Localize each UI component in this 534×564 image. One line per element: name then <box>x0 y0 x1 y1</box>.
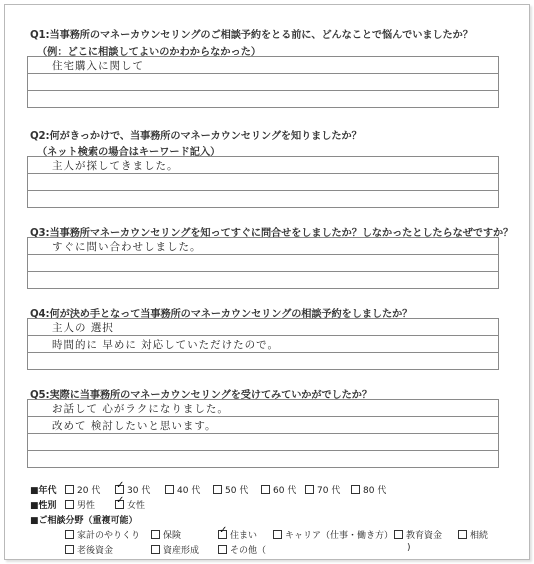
q1-answer-box <box>27 56 499 108</box>
q2-answer-1: 主人が探してきました。 <box>52 160 179 172</box>
answer-line <box>27 272 499 289</box>
answer-line <box>27 451 499 468</box>
q2-answer-box <box>27 156 499 208</box>
q3-answer-1: すぐに問い合わせしました。 <box>52 241 202 253</box>
age-option-50[interactable]: 50 代 <box>213 483 248 496</box>
checkbox[interactable] <box>218 545 227 554</box>
answer-line <box>27 74 499 91</box>
answer-line <box>27 238 499 255</box>
answer-line <box>27 91 499 108</box>
answer-line <box>27 417 499 434</box>
field-option-inheritance[interactable]: 相続 <box>458 528 488 541</box>
checkbox[interactable] <box>65 530 74 539</box>
checkbox-checked[interactable] <box>218 530 227 539</box>
answer-line <box>27 336 499 353</box>
checkbox[interactable] <box>351 485 360 494</box>
checkbox[interactable] <box>65 500 74 509</box>
q5-answer-1: お話して 心がラクになりました。 <box>52 403 229 415</box>
answer-line <box>27 174 499 191</box>
checkbox[interactable] <box>394 530 403 539</box>
q2-title: Q2:何がきっかけで、当事務所のマネーカウンセリングを知りましたか？ <box>30 131 362 142</box>
q1-answer-1: 住宅購入に関して <box>52 60 144 72</box>
q4-answer-box <box>27 318 499 370</box>
gender-option-male[interactable]: 男性 <box>65 498 95 511</box>
field-option-assets[interactable]: 資産形成 <box>151 543 199 556</box>
checkbox-checked[interactable] <box>115 500 124 509</box>
answer-line <box>27 255 499 272</box>
q4-answer-1: 主人の 選択 <box>52 322 114 334</box>
age-label: ■年代 <box>30 486 57 496</box>
q5-answer-box <box>27 399 499 468</box>
survey-sheet <box>4 4 530 560</box>
field-option-other[interactable]: その他（ <box>218 543 266 556</box>
q4-title: Q4:何が決め手となって当事務所のマネーカウンセリングの相談予約をしましたか？ <box>30 309 413 320</box>
checkbox-checked[interactable] <box>115 485 124 494</box>
field-option-education[interactable]: 教育資金 <box>394 528 442 541</box>
field-option-retirement[interactable]: 老後資金 <box>65 543 113 556</box>
age-option-40[interactable]: 40 代 <box>165 483 200 496</box>
checkbox[interactable] <box>151 530 160 539</box>
checkbox[interactable] <box>273 530 282 539</box>
field-option-career[interactable]: キャリア（仕事・働き方） <box>273 528 393 541</box>
answer-line <box>27 157 499 174</box>
q5-title: Q5:実際に当事務所のマネーカウンセリングを受けてみていかがでしたか？ <box>30 390 372 401</box>
answer-line <box>27 353 499 370</box>
age-option-80[interactable]: 80 代 <box>351 483 386 496</box>
q4-answer-2: 時間的に 早めに 対応していただけたので。 <box>52 339 279 351</box>
field-label: ■ご相談分野（重複可能） <box>30 516 138 526</box>
q3-answer-box <box>27 237 499 289</box>
q5-answer-2: 改めて 検討したいと思います。 <box>52 420 217 432</box>
answer-line <box>27 434 499 451</box>
age-option-30[interactable]: ✓ 30 代 <box>115 483 150 496</box>
checkbox[interactable] <box>151 545 160 554</box>
q2-subtitle: （ネット検索の場合はキーワード記入） <box>37 147 221 158</box>
checkbox[interactable] <box>458 530 467 539</box>
gender-label: ■性別 <box>30 501 57 511</box>
age-option-70[interactable]: 70 代 <box>305 483 340 496</box>
field-other-close: ) <box>407 543 411 553</box>
answer-line <box>27 191 499 208</box>
checkbox[interactable] <box>261 485 270 494</box>
answer-line <box>27 400 499 417</box>
field-option-household[interactable]: 家計のやりくり <box>65 528 140 541</box>
answer-line <box>27 319 499 336</box>
checkbox[interactable] <box>65 485 74 494</box>
checkbox[interactable] <box>305 485 314 494</box>
answer-line <box>27 57 499 74</box>
q1-subtitle: （例：どこに相談してよいのかわからなかった） <box>37 47 262 58</box>
field-option-insurance[interactable]: 保険 <box>151 528 181 541</box>
gender-option-female[interactable]: ✓ 女性 <box>115 498 145 511</box>
checkbox[interactable] <box>165 485 174 494</box>
age-option-20[interactable]: 20 代 <box>65 483 100 496</box>
field-option-housing[interactable]: ✓ 住まい <box>218 528 257 541</box>
q1-title: Q1:当事務所のマネーカウンセリングのご相談予約をとる前に、どんなことで悩んでいましたか？ <box>30 30 473 41</box>
q3-title: Q3:当事務所マネーカウンセリングを知ってすぐに問合せをしましたか？しなかったとしたらなぜですか？ <box>30 228 514 239</box>
checkbox[interactable] <box>65 545 74 554</box>
age-option-60[interactable]: 60 代 <box>261 483 296 496</box>
checkbox[interactable] <box>213 485 222 494</box>
